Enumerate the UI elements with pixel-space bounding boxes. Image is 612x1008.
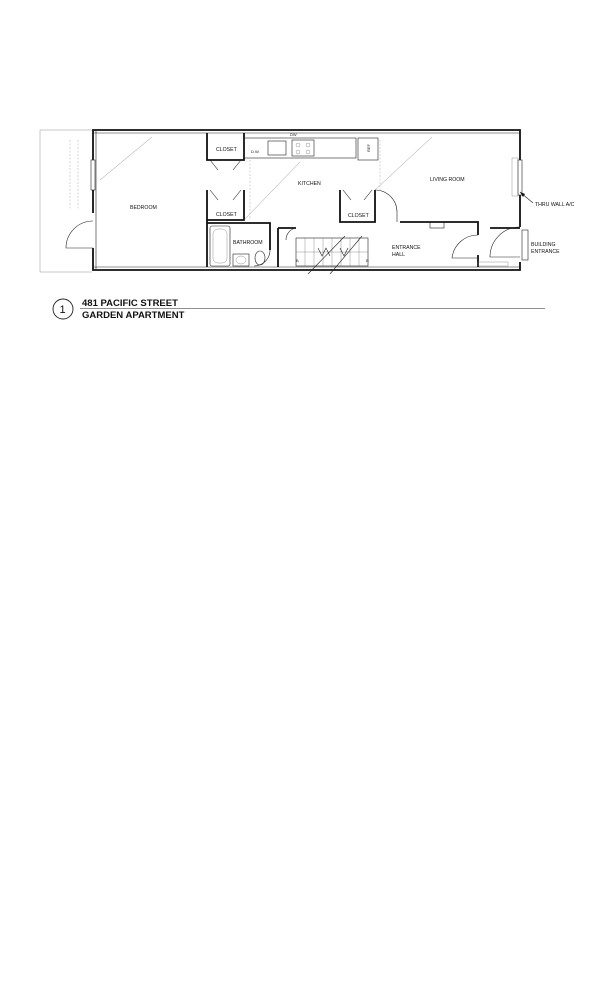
kitchen-label: KITCHEN xyxy=(298,181,321,187)
exterior-walls xyxy=(91,130,522,270)
stairs xyxy=(296,236,368,274)
stair-mark-down: B xyxy=(366,258,369,263)
closet-right-label: CLOSET xyxy=(348,213,369,219)
building-entrance-label-2: ENTRANCE xyxy=(531,249,560,255)
dw-label: D.W. xyxy=(251,149,260,154)
thru-wall-ac-label: THRU WALL A/C xyxy=(535,202,575,208)
doors xyxy=(66,160,520,266)
closet-top-label: CLOSET xyxy=(216,147,237,153)
living-room-label: LIVING ROOM xyxy=(430,177,465,183)
building-entrance-label-1: BUILDING xyxy=(531,242,556,248)
ref-label: REF xyxy=(366,144,371,152)
dw-top-label: DW xyxy=(290,132,297,137)
drawing-title-line1: 481 PACIFIC STREET xyxy=(82,298,178,309)
stair-mark-up: B xyxy=(296,258,299,263)
drawing-number: 1 xyxy=(59,304,66,316)
entrance-step xyxy=(522,230,528,260)
bedroom-label: BEDROOM xyxy=(130,205,157,211)
bath-fixtures xyxy=(210,226,265,266)
entrance-hall-label-2: HALL xyxy=(392,252,405,258)
bathroom-label: BATHROOM xyxy=(233,240,263,246)
drawing-title-line2: GARDEN APARTMENT xyxy=(82,310,185,321)
kitchen-counter xyxy=(244,138,378,160)
closet-mid-label: CLOSET xyxy=(216,212,237,218)
title-block xyxy=(53,298,545,321)
yard-outline xyxy=(40,130,92,272)
windows xyxy=(430,158,518,266)
entrance-hall-label-1: ENTRANCE xyxy=(392,245,421,251)
